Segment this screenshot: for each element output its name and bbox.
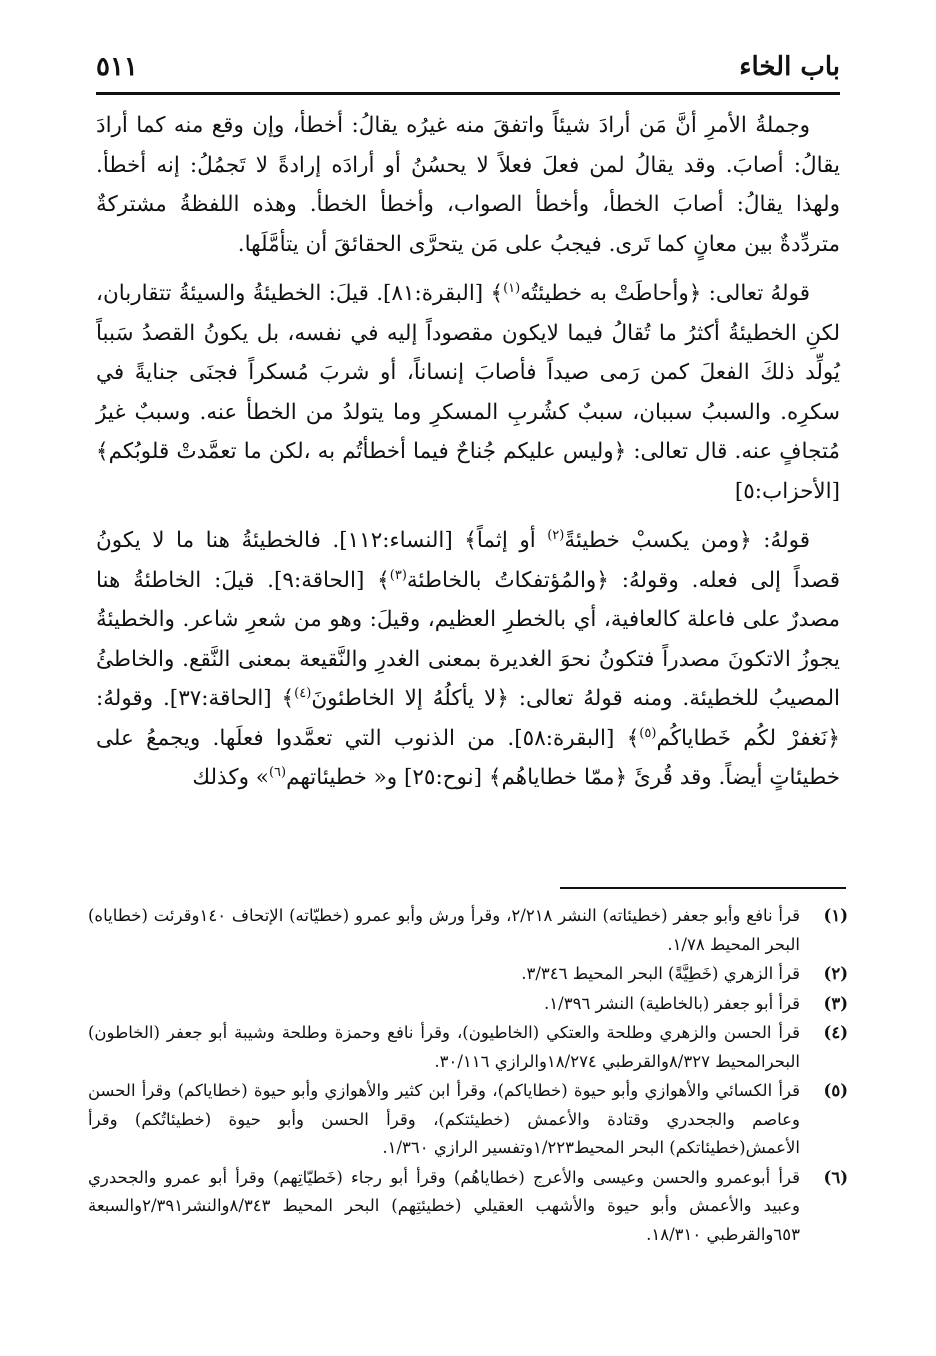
footnote-item [88,990,848,1019]
footnote-number: (٣) [823,993,848,1013]
main-text [96,106,840,798]
footnote-number: (٦) [823,1167,848,1187]
footnote-reference: (٤) [294,685,312,701]
paragraph-text: ﴾ [البقرة:٨١]. قيلَ: الخطيئةُ والسيئةُ تتقاربان، لكنِ الخطيئةُ أكثرُ ما تُقالُ فيما لايكون مقصوداً إليه في نفسه، بل يكونُ القصدُ سَبباً يُولِّد ذلكَ الفعلَ كمن رَمى صيداً فأصابَ إنساناً، أو شربَ مُسكراً فجنَى جنايةً في سكرِه. والسببُ سببان، سببٌ كشُربِ المسكرِ وما يتولدُ من الخطأ عنه. وسببٌ غيرُ مُتجافٍ عنه. قال تعالى: ﴿وليس عليكم جُناحٌ فيما أخطأتُم به ،لكن ما تعمَّدتْ قلوبُكم﴾ [الأحزاب:٥] [96,281,840,504]
footnote-item [88,1164,848,1250]
footnotes [88,902,848,1249]
body-paragraph [96,106,840,264]
footnote-text: قرأ الزهري (خَطِيَّةً) البحر المحيط ٣/٣٤٦. [521,964,800,983]
footnote-text: قرأ أبو جعفر (بالخاطية) النشر ١/٣٩٦. [544,993,800,1013]
paragraph-text: ﴾ [الحاقة:٣٧]. وقولهُ: ﴿نَغفرْ لكُم خَطاياكُم [96,686,840,751]
footnote-text: قرأ الحسن والزهري وطلحة والعتكي (الخاطيون)، وقرأ نافع وحمزة وطلحة وشيبة أبو جعفر (الخاطون) البحرالمحيط ٨/٣٢٧والقرطبي ١٨/٢٧٤والرازي ٣٠/١١٦. [88,1023,800,1071]
paragraph-text: وجملةُ الأمرِ أنَّ مَن أرادَ شيئاً واتفقَ منه غيرُه يقالُ: أخطأ، وإن وقع منه كما أرادَ يقالُ: أصابَ. وقد يقالُ لمن فعلَ فعلاً لا يحسُنُ أو أرادَه إرادةً لا تَجمُلُ: إنه أخطأ. ولهذا يقالُ: أصابَ الخطأ، وأخطأ الصواب، وأخطأ الخطأ. وهذه اللفظةُ مشتركةٌ متردِّدةٌ بين معانٍ كما تَرى. فيجبُ على مَن يتحرَّى الحقائقَ أن يتأمَّلَها. [96,113,840,257]
paragraph-text: ﴾ [الحاقة:٩]. قيلَ: الخاطئةُ هنا مصدرٌ على فاعلة كالعافية، أي بالخطرِ العظيم، وقيلَ: وهو من شعرِ شاعر. والخطيئةُ يجوزُ الاتكونَ مصدراً فتكونُ نحوَ الغديرة بمعنى الغدرِ والنَّقيعة بمعنى النَّقع. والخاطئُ المصيبُ للخطيئة. ومنه قولهُ تعالى: ﴿لا يأكلُهُ إلا الخاطئونَ [96,567,840,711]
footnote-item [88,1019,848,1076]
footnote-text: قرأ أبوعمرو والحسن وعيسى والأعرج (خطاياهُم) وقرأ أبو رجاء (خَطيّاتِهم) وقرأ أبو عمرو والجحدري وعبيد والأعمش وأبو حيوة والأشهب العقيلي (خطيئتِهم) البحر المحيط ٨/٣٤٣والنشر٢/٣٩١والسبعة ٦٥٣والقرطبي ١٨/٣١٠. [88,1167,800,1244]
body-paragraph [96,274,840,511]
page-header [96,42,840,82]
footnote-text: قرأ الكسائي والأهوازي وأبو حيوة (خطاياكم)، وقرأ ابن كثير والأهوازي وأبو حيوة (خطاياكم) وقرأ الحسن وعاصم والجحدري وقتادة والأعمش (خطيئتكم)، وقرأ الحسن وأبو حيوة (خطيئاتُكم) وقرأ الأعمش(خطيئاتكم) البحر المحيط١/٢٢٣وتفسير الرازي ١/٣٦٠. [88,1081,800,1157]
footnote-reference: (١) [503,280,521,296]
footnote-item [88,902,848,959]
paragraph-text: ﴾ [البقرة:٥٨]. من الذنوب التي تعمَّدوا فعلَها. ويجمعُ على خطيئاتٍ أيضاً. وقد قُرئَ ﴿ممّا خطاياهُم﴾ [نوح:٢٥] و« خطيئاتهم [96,725,840,790]
footnote-item [88,960,848,989]
footnote-reference: (٣) [389,567,407,583]
footnote-number: (٥) [823,1081,848,1100]
paragraph-text: قولهُ: ﴿ومن يكسبْ خطيئةً [564,528,810,553]
footnote-reference: (٥) [639,725,657,741]
chapter-title: باب الخاء [739,52,840,82]
footnote-number: (٤) [823,1023,848,1042]
footnote-item [88,1077,848,1163]
body-paragraph [96,521,840,798]
header-rule [96,92,840,95]
footnote-text: قرأ نافع وأبو جعفر (خطيئاته) النشر ٢/٢١٨، وقرأ ورش وأبو عمرو (خطيّاته) الإتحاف ١٤٠وقرئت (خطاياه) البحر المحيط ١/٧٨. [88,906,800,954]
paragraph-text: أو إثماً﴾ [النساء:١١٢]. فالخطيئةُ هنا ما لا يكونُ قصداً إلى فعله. وقولهُ: ﴿والمُؤتفكاتُ بالخاطئة [96,528,840,593]
footnote-reference: (٦) [268,764,287,780]
footnote-separator [560,887,846,889]
footnote-number: (٢) [823,964,848,983]
paragraph-text: قولهُ تعالى: ﴿وأحاطَتْ به خطيئتُه [520,281,810,306]
footnote-reference: (٢) [547,527,565,543]
paragraph-text: » وكذلك [192,765,269,790]
page-number: ٥١١ [96,52,138,82]
footnote-number: (١) [823,906,848,925]
